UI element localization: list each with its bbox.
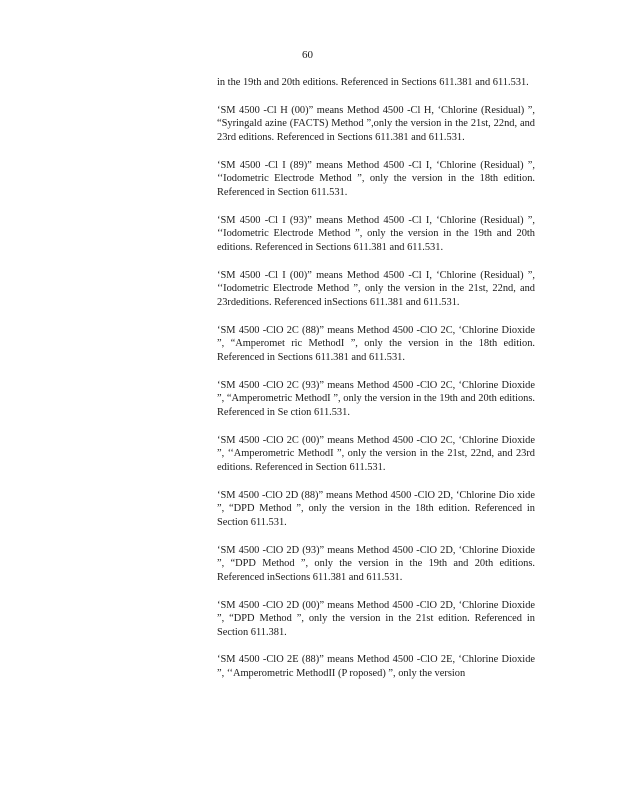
- paragraph: ‘SM 4500 -ClO 2D (93)” means Method 4500 -ClO 2D, ‘Chlorine Dioxide ”, “DPD Method ”, only the version in the 19th and 20th editions. Referenced inSections 611.381 and 611.531.: [217, 544, 535, 583]
- paragraph: ‘SM 4500 -ClO 2D (00)” means Method 4500 -ClO 2D, ‘Chlorine Dioxide ”, “DPD Method ”, only the version in the 21st edition. Referenced in Section 611.381.: [217, 599, 535, 638]
- paragraph: ‘SM 4500 -Cl I (93)” means Method 4500 -Cl I, ‘Chlorine (Residual) ”, ‘‘Iodometric Electrode Method ”, only the version in the 19th and 20th editions. Referenced in Sections 611.381 and 611.531.: [217, 214, 535, 253]
- paragraph: ‘SM 4500 -Cl I (89)” means Method 4500 -Cl I, ‘Chlorine (Residual) ”, ‘‘Iodometric Electrode Method ”, only the version in the 18th edition. Referenced in Section 611.531.: [217, 159, 535, 198]
- page-number-text: 60: [302, 49, 313, 61]
- document-body: [217, 76, 535, 695]
- paragraph: ‘SM 4500 -ClO 2C (93)” means Method 4500 -ClO 2C, ‘Chlorine Dioxide ”, “Amperometric MethodI ”, only the version in the 19th and 20th editions. Referenced in Se ction 611.531.: [217, 379, 535, 418]
- paragraph: ‘SM 4500 -Cl I (00)” means Method 4500 -Cl I, ‘Chlorine (Residual) ”, ‘‘Iodometric Electrode Method ”, only the version in the 21st, 22nd, and 23rdeditions. Referenced inSections 611.381 and 611.531.: [217, 269, 535, 308]
- paragraph: ‘SM 4500 -ClO 2C (88)” means Method 4500 -ClO 2C, ‘Chlorine Dioxide ”, “Amperomet ric MethodI ”, only the version in the 18th edition. Referenced in Sections 611.381 and 611.531.: [217, 324, 535, 363]
- paragraph: in the 19th and 20th editions. Referenced in Sections 611.381 and 611.531.: [217, 77, 529, 88]
- paragraph: ‘SM 4500 -ClO 2D (88)” means Method 4500 -ClO 2D, ‘Chlorine Dio xide ”, “DPD Method ”, only the version in the 18th edition. Referenced in Section 611.531.: [217, 489, 535, 528]
- paragraph: ‘SM 4500 -Cl H (00)” means Method 4500 -Cl H, ‘Chlorine (Residual) ”, “Syringald azine (FACTS) Method ”,only the version in the 21st, 22nd, and 23rd editions. Referenced in Sections 611.381 and 611.531.: [217, 104, 535, 143]
- paragraph: ‘SM 4500 -ClO 2C (00)” means Method 4500 -ClO 2C, ‘Chlorine Dioxide ”, ‘‘Amperometric MethodI ”, only the version in the 21st, 22nd, and 23rd editions. Referenced in Section 611.531.: [217, 434, 535, 473]
- paragraph: ‘SM 4500 -ClO 2E (88)” means Method 4500 -ClO 2E, ‘Chlorine Dioxide ”, ‘‘Amperometric MethodII (P roposed) ”, only the version: [217, 654, 535, 680]
